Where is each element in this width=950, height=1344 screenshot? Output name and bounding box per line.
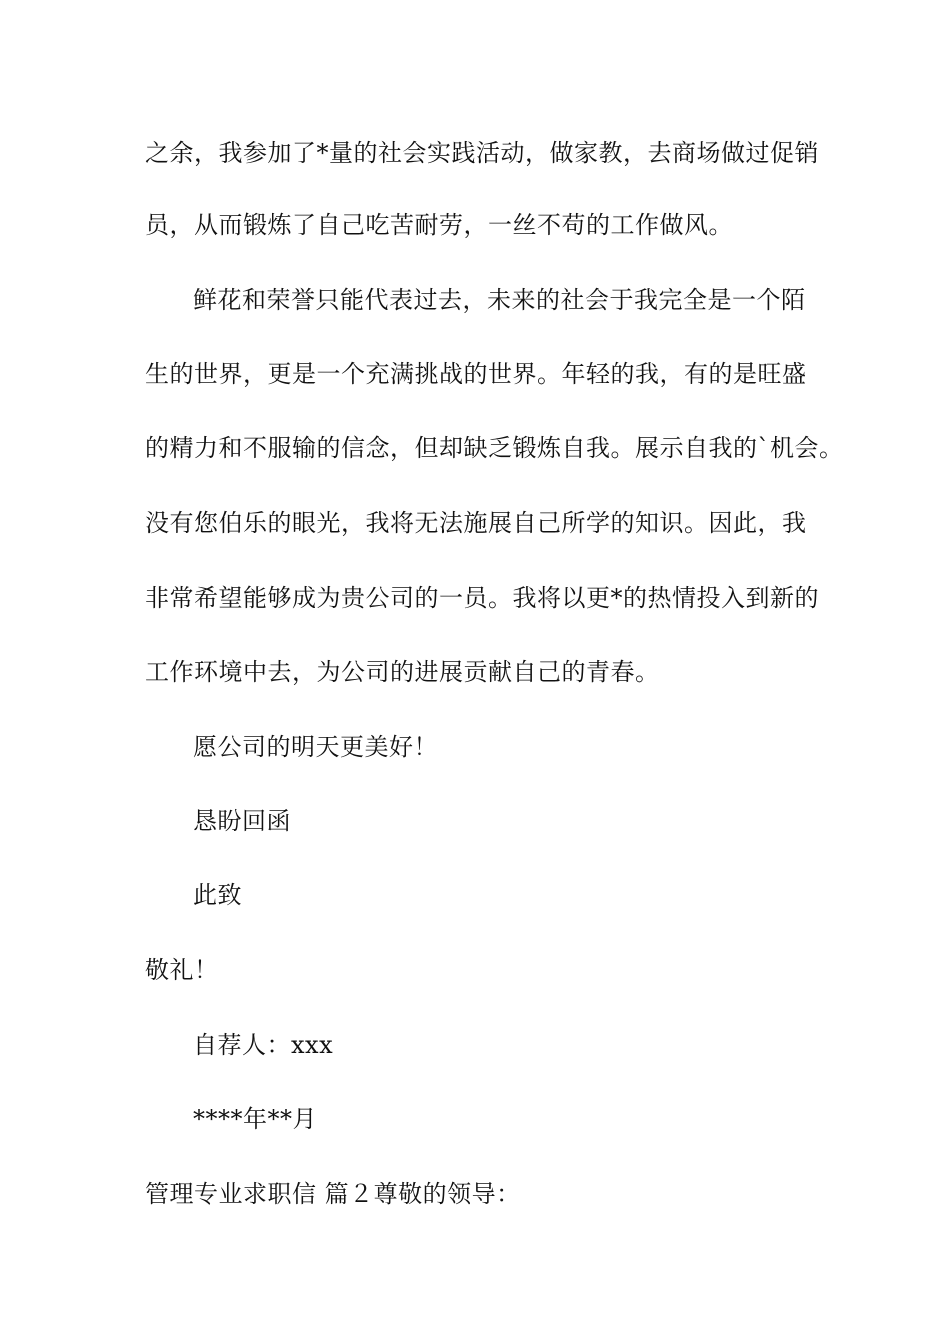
date: ****年**月 xyxy=(193,1105,317,1133)
salutation-respect: 敬礼！ xyxy=(145,956,219,984)
paragraph-line: 员，从而锻炼了自己吃苦耐劳，一丝不苟的工作做风。 xyxy=(145,211,733,239)
closing-wish: 愿公司的明天更美好！ xyxy=(193,733,438,761)
signature: 自荐人：xxx xyxy=(193,1031,334,1059)
paragraph-line: 之余，我参加了*量的社会实践活动，做家教，去商场做过促销 xyxy=(145,139,819,167)
paragraph-line: 生的世界，更是一个充满挑战的世界。年轻的我，有的是旺盛 xyxy=(145,360,807,388)
section-heading: 管理专业求职信 篇２尊敬的领导： xyxy=(145,1180,521,1208)
salutation-closing: 此致 xyxy=(193,881,242,909)
paragraph-line: 的精力和不服输的信念，但却缺乏锻炼自我。展示自我的`机会。 xyxy=(145,434,844,462)
paragraph-line: 非常希望能够成为贵公司的一员。我将以更*的热情投入到新的 xyxy=(145,584,819,612)
paragraph-line: 工作环境中去，为公司的进展贡献自己的青春。 xyxy=(145,658,660,686)
paragraph-line: 没有您伯乐的眼光，我将无法施展自己所学的知识。因此，我 xyxy=(145,509,807,537)
paragraph-line: 鲜花和荣誉只能代表过去，未来的社会于我完全是一个陌 xyxy=(193,286,806,314)
closing-request: 恳盼回函 xyxy=(193,807,291,835)
